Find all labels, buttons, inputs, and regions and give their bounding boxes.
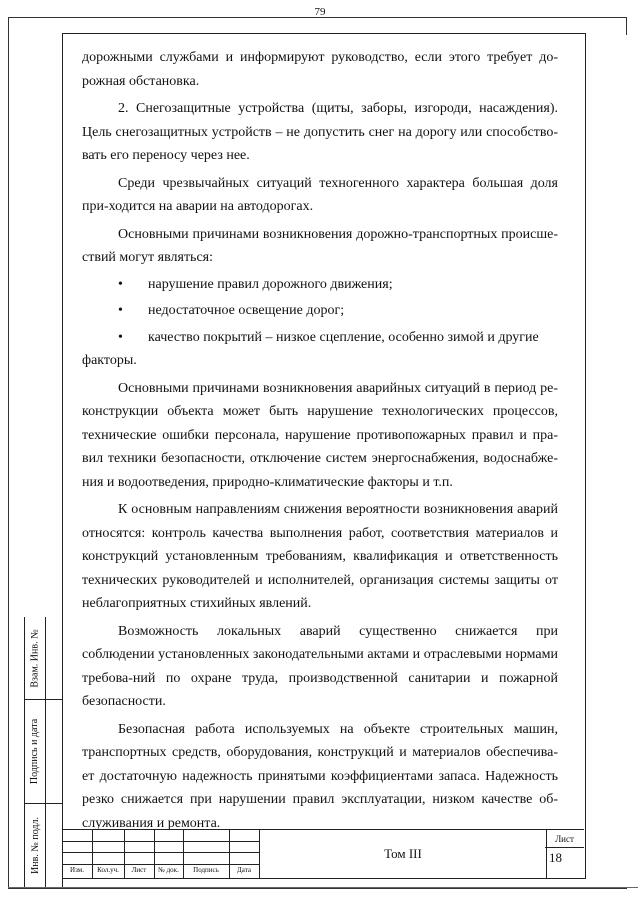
paragraph: К основным направлениям снижения вероятности возникновения аварий относятся: контроль качества выполнения работ, соответствия материалов и конструкций установленным требованиям, квалификация и ответственность технических руководителей и исполнителей, организация системы защиты от неблагоприятных стихийных явлений. xyxy=(82,502,558,611)
sheet-number: 18 xyxy=(549,850,562,865)
body-text xyxy=(82,46,558,835)
col-list: Лист xyxy=(131,866,147,874)
paragraph: Среди чрезвычайных ситуаций техногенного характера большая доля при-ходится на аварии на автодорогах. xyxy=(82,175,558,214)
list-item xyxy=(82,273,558,297)
list-item-text: недостаточное освещение дорог; xyxy=(148,303,345,318)
bottom-rule xyxy=(8,887,638,888)
page-number: 79 xyxy=(314,6,326,18)
sheet-label: Лист xyxy=(545,834,584,848)
list-item-text: качество покрытий – низкое сцепление, особенно зимой и другие xyxy=(148,329,539,345)
paragraph: 2. Снегозащитные устройства (щиты, заборы, изгороди, насаждения). Цель снегозащитных устройств – не допустить снег на дорогу или способство-вать его переносу через нее. xyxy=(82,101,558,163)
col-izm: Изм. xyxy=(70,866,84,874)
side-stamp xyxy=(24,617,46,887)
col-kol-uch: Кол.уч. xyxy=(97,866,119,874)
list-item-continuation: факторы. xyxy=(82,353,137,368)
document-title: Том III xyxy=(259,830,547,878)
list-item-text: нарушение правил дорожного движения; xyxy=(148,276,393,292)
list-item xyxy=(82,299,558,323)
bullet-icon: • xyxy=(118,276,123,292)
col-date: Дата xyxy=(237,866,251,874)
col-doc-num: № док. xyxy=(158,866,179,874)
sheet-cell xyxy=(545,830,584,878)
paragraph: Возможность локальных аварий существенно снижается при соблюдении установленных законодательными актами и отраслевыми нормами требова-ний по охране труда, производственной санитарии и пожарной безопасности. xyxy=(82,623,558,709)
side-stamp-values xyxy=(44,617,63,887)
paragraph: Основными причинами возникновения аварийных ситуаций в период ре-конструкции объекта может быть нарушение технологических процессов, технические ошибки персонала, нарушение противопожарных правил и пра-вил техники безопасности, отключение систем энергоснабжения, водоснабже-ния и водоотведения, природно-климатические факторы и т.п. xyxy=(82,380,558,490)
revision-table xyxy=(62,830,259,878)
stamp-signature-date: Подпись и дата xyxy=(29,718,41,784)
paragraph: дорожными службами и информируют руководство, если этого требует до-рожная обстановка. xyxy=(82,50,558,89)
paragraph: Безопасная работа используемых на объекте строительных машин, транспортных средств, оборудования, конструкций и материалов обеспечива-ет достаточную надежность принятыми коэффициентами запаса. Надежность резко снижается при нарушении правил эксплуатации, низком качестве об-служивания и ремонта. xyxy=(82,721,558,831)
bullet-icon: • xyxy=(118,329,123,345)
bullet-icon: • xyxy=(118,303,123,318)
title-block xyxy=(62,829,584,878)
stamp-inv-original: Инв. № подл. xyxy=(29,816,41,874)
paragraph: Основными причинами возникновения дорожно-транспортных происше-ствий могут являться: xyxy=(82,226,558,265)
list-item xyxy=(82,326,558,350)
stamp-replaces-inv: Взам. Инв. № xyxy=(29,628,41,688)
col-signature: Подпись xyxy=(193,866,219,874)
